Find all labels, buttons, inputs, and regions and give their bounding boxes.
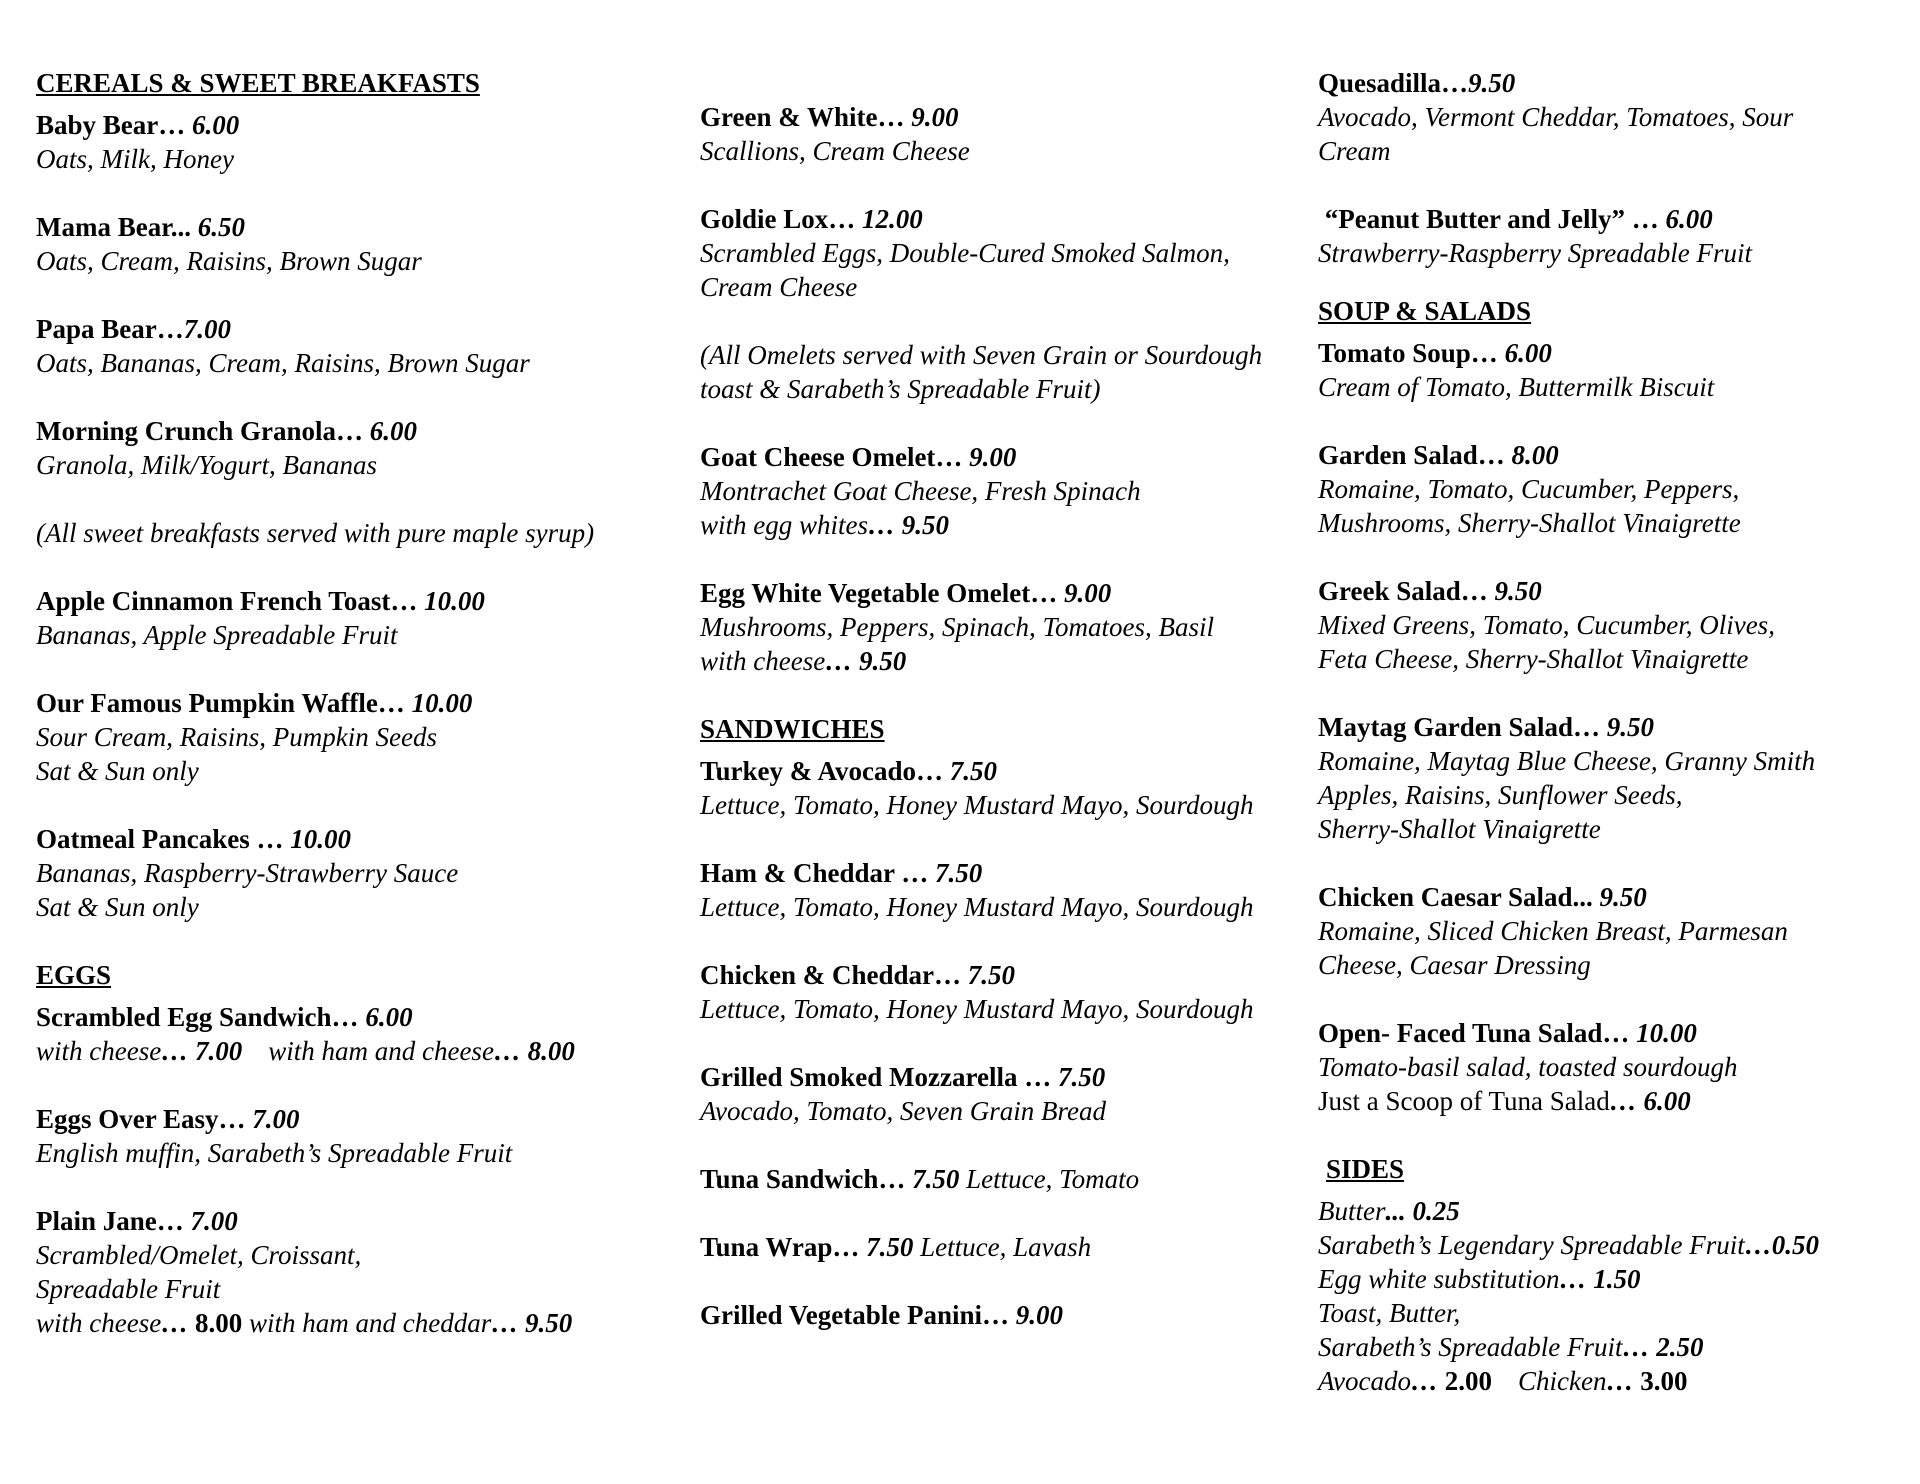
menu-item-egg-white-vegetable-omelet [700,576,1330,678]
item-description: Lettuce, Tomato, Honey Mustard Mayo, Sourdough [700,790,1254,820]
menu-item-green-white [700,100,1330,168]
menu-item-granola [36,414,686,482]
side-dots: … [1410,1366,1445,1396]
side-price: 2.00 [1444,1366,1492,1396]
omelet-note-line: (All Omelets served with Seven Grain or Sourdough [700,340,1263,370]
menu-item-plain-jane [36,1204,686,1340]
menu-item-scrambled-egg-sandwich [36,1000,686,1068]
item-price: 9.00 [1015,1300,1064,1330]
item-description: Scrambled/Omelet, Croissant, [36,1240,362,1270]
option-label: Just a Scoop of Tuna Salad [1318,1086,1610,1116]
menu-item-ham-cheddar [700,856,1330,924]
menu-item-tomato-soup [1318,336,1918,404]
item-name: Green & White… [700,102,912,132]
section-heading-sides: SIDES [1326,1154,1405,1184]
item-description: Lettuce, Tomato [959,1164,1140,1194]
omelet-note-line: toast & Sarabeth’s Spreadable Fruit) [700,374,1101,404]
option-price: … 9.50 [825,646,907,676]
item-price: 7.50 [949,756,998,786]
item-availability: Sat & Sun only [36,756,199,786]
item-price: 9.00 [969,442,1017,472]
item-description: Lettuce, Tomato, Honey Mustard Mayo, Sourdough [700,994,1254,1024]
side-label: Chicken [1517,1366,1607,1396]
option-label: with ham and cheese [268,1036,494,1066]
item-description: Scrambled Eggs, Double-Cured Smoked Salmon, [700,238,1230,268]
menu-item-grilled-smoked-mozzarella [700,1060,1330,1128]
option-price: … 6.00 [1609,1086,1691,1116]
item-name: Goldie Lox… [700,204,863,234]
side-item-toast [1318,1330,1918,1364]
item-price: 10.00 [411,688,473,718]
menu-item-goldie-lox [700,202,1330,304]
item-description: Lettuce, Tomato, Honey Mustard Mayo, Sourdough [700,892,1254,922]
item-name: Plain Jane… [36,1206,191,1236]
menu-item-french-toast [36,584,686,652]
item-name: Chicken Caesar Salad... [1318,882,1600,912]
item-name: Papa Bear… [36,314,184,344]
item-description: Romaine, Maytag Blue Cheese, Granny Smith [1318,746,1816,776]
item-description: Sour Cream, Raisins, Pumpkin Seeds [36,722,437,752]
item-description: Oats, Milk, Honey [36,144,234,174]
side-item-toast-label: Toast, Butter, [1318,1298,1461,1328]
item-price: 6.00 [369,416,418,446]
menu-item-chicken-caesar-salad [1318,880,1918,982]
menu-item-tuna-wrap [700,1230,1330,1264]
item-price: 10.00 [290,824,351,854]
option-price: … 9.50 [491,1308,573,1338]
item-price: 7.50 [912,1164,960,1194]
side-label: Avocado [1318,1366,1411,1396]
item-price: 7.00 [252,1104,300,1134]
side-label: Butter [1318,1196,1386,1226]
option-label: with cheese [36,1036,162,1066]
sweet-breakfast-note: (All sweet breakfasts served with pure maple syrup) [36,518,595,548]
menu-column-2 [700,100,1330,1366]
item-name: Ham & Cheddar … [700,858,936,888]
menu-item-tuna-sandwich [700,1162,1330,1196]
item-price: 7.00 [190,1206,238,1236]
item-name: Grilled Vegetable Panini… [700,1300,1016,1330]
item-name: Egg White Vegetable Omelet… [700,578,1064,608]
option-price: … 7.00 [161,1036,243,1066]
item-name: Maytag Garden Salad… [1318,712,1607,742]
option-dots: … [161,1308,195,1338]
item-price: 9.50 [1606,712,1655,742]
item-price: 7.50 [967,960,1016,990]
menu-item-mama-bear [36,210,686,278]
section-heading-cereals: CEREALS & SWEET BREAKFASTS [36,68,480,98]
item-price: 8.00 [1511,440,1559,470]
item-price: 7.50 [866,1232,914,1262]
side-price: 3.00 [1640,1366,1688,1396]
item-name: Goat Cheese Omelet… [700,442,970,472]
item-description: Bananas, Apple Spreadable Fruit [36,620,398,650]
item-description: Cheese, Caesar Dressing [1318,950,1591,980]
item-price: 7.50 [1057,1062,1106,1092]
menu-item-greek-salad [1318,574,1918,676]
item-price: 10.00 [1636,1018,1697,1048]
item-name: Scrambled Egg Sandwich… [36,1002,366,1032]
side-item-avocado-chicken [1318,1364,1918,1398]
item-description: Romaine, Tomato, Cucumber, Peppers, [1318,474,1740,504]
item-description: Avocado, Vermont Cheddar, Tomatoes, Sour [1318,102,1794,132]
menu-item-open-faced-tuna-salad [1318,1016,1918,1118]
item-description: Oats, Cream, Raisins, Brown Sugar [36,246,422,276]
option-label: with cheese [36,1308,162,1338]
item-name: Oatmeal Pancakes … [36,824,291,854]
item-price: 9.50 [1599,882,1647,912]
item-description: Mushrooms, Sherry-Shallot Vinaigrette [1318,508,1741,538]
item-price: 6.00 [365,1002,413,1032]
item-description: Cream [1318,136,1391,166]
omelet-note [700,338,1330,406]
menu-item-maytag-garden-salad [1318,710,1918,846]
item-description: Feta Cheese, Sherry-Shallot Vinaigrette [1318,644,1749,674]
menu-item-garden-salad [1318,438,1918,540]
item-price: 6.00 [192,110,240,140]
side-item-egg-white [1318,1262,1918,1296]
side-price: … 1.50 [1559,1264,1641,1294]
item-description: Cream Cheese [700,272,858,302]
item-name: Tomato Soup… [1318,338,1505,368]
item-description: Montrachet Goat Cheese, Fresh Spinach [700,476,1141,506]
menu-item-pumpkin-waffle [36,686,686,788]
item-description: Granola, Milk/Yogurt, Bananas [36,450,378,480]
menu-item-chicken-cheddar [700,958,1330,1026]
menu-item-peanut-butter-jelly [1318,202,1918,270]
item-availability: Sat & Sun only [36,892,199,922]
item-description: Scallions, Cream Cheese [700,136,970,166]
item-description: Tomato-basil salad, toasted sourdough [1318,1052,1738,1082]
item-description: Strawberry-Raspberry Spreadable Fruit [1318,238,1752,268]
item-description: Spreadable Fruit [36,1274,221,1304]
item-price: 9.50 [1494,576,1542,606]
item-name: Turkey & Avocado… [700,756,950,786]
option-price: … 9.50 [868,510,949,540]
side-dots: … [1606,1366,1641,1396]
option-label: with cheese [700,646,826,676]
section-heading-eggs: EGGS [36,960,112,990]
side-item-spreadable-fruit [1318,1228,1918,1262]
item-description: Oats, Bananas, Cream, Raisins, Brown Sugar [36,348,530,378]
item-name: Tuna Wrap… [700,1232,867,1262]
item-description: Bananas, Raspberry-Strawberry Sauce [36,858,459,888]
item-name: Morning Crunch Granola… [36,416,370,446]
item-price: 10.00 [424,586,485,616]
option-price: 8.00 [194,1308,243,1338]
menu-column-3 [1318,66,1918,1398]
item-price: 6.00 [1504,338,1552,368]
item-description: English muffin, Sarabeth’s Spreadable Fruit [36,1138,513,1168]
menu-item-turkey-avocado [700,754,1330,822]
item-name: Quesadilla… [1318,68,1469,98]
item-name: Open- Faced Tuna Salad… [1318,1018,1637,1048]
item-name: “Peanut Butter and Jelly” … [1318,204,1666,234]
side-item-butter [1318,1194,1918,1228]
item-name: Eggs Over Easy… [36,1104,253,1134]
menu-item-goat-cheese-omelet [700,440,1330,542]
item-description: Sherry-Shallot Vinaigrette [1318,814,1601,844]
menu-item-eggs-over-easy [36,1102,686,1170]
side-price: … 2.50 [1622,1332,1704,1362]
item-name: Mama Bear... [36,212,198,242]
item-price: 9.00 [1063,578,1112,608]
section-heading-sandwiches: SANDWICHES [700,714,885,744]
sides-list [1318,1194,1918,1398]
item-price: 6.50 [197,212,245,242]
item-name: Baby Bear… [36,110,193,140]
item-price: 7.00 [183,314,231,344]
item-name: Chicken & Cheddar… [700,960,968,990]
item-description: Cream of Tomato, Buttermilk Biscuit [1318,372,1715,402]
item-price: 9.00 [911,102,959,132]
menu-item-oatmeal-pancakes [36,822,686,924]
item-name: Tuna Sandwich… [700,1164,913,1194]
item-name: Apple Cinnamon French Toast… [36,586,425,616]
item-description: Apples, Raisins, Sunflower Seeds, [1318,780,1683,810]
item-price: 9.50 [1468,68,1516,98]
item-description: Romaine, Sliced Chicken Breast, Parmesan [1318,916,1788,946]
menu-item-papa-bear [36,312,686,380]
item-description: Lettuce, Lavash [913,1232,1092,1262]
side-price: …0.50 [1744,1230,1819,1260]
menu-item-grilled-vegetable-panini [700,1298,1330,1332]
side-label: Egg white substitution [1318,1264,1560,1294]
option-label: with egg whites [700,510,868,540]
side-label: Sarabeth’s Spreadable Fruit [1318,1332,1623,1362]
menu-column-1 [36,66,686,1374]
option-label: with ham and cheddar [242,1308,492,1338]
item-price: 7.50 [935,858,983,888]
item-price: 12.00 [862,204,923,234]
option-price: … 8.00 [493,1036,575,1066]
item-description: Mixed Greens, Tomato, Cucumber, Olives, [1318,610,1775,640]
section-heading-soup-salads: SOUP & SALADS [1318,296,1532,326]
item-name: Our Famous Pumpkin Waffle… [36,688,412,718]
side-label: Sarabeth’s Legendary Spreadable Fruit [1318,1230,1745,1260]
item-description: Mushrooms, Peppers, Spinach, Tomatoes, Basil [700,612,1215,642]
item-name: Garden Salad… [1318,440,1512,470]
item-description: Avocado, Tomato, Seven Grain Bread [700,1096,1106,1126]
item-name: Greek Salad… [1318,576,1495,606]
item-price: 6.00 [1665,204,1713,234]
side-price: ... 0.25 [1385,1196,1460,1226]
menu-item-quesadilla [1318,66,1918,168]
item-name: Grilled Smoked Mozzarella … [700,1062,1058,1092]
menu-item-baby-bear [36,108,686,176]
